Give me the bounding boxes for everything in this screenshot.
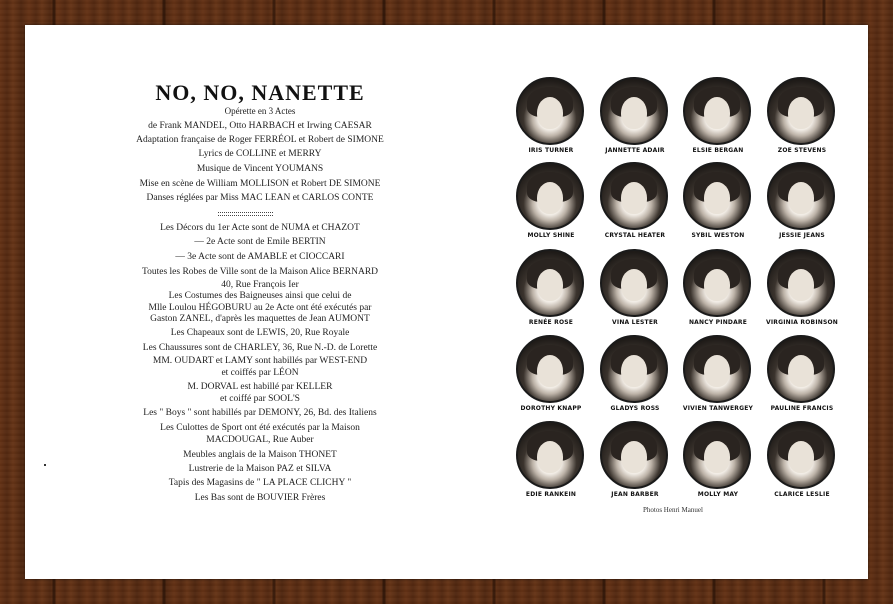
- credit-line: Tapis des Magasins de " LA PLACE CLICHY ": [168, 478, 352, 488]
- cast-name: DOROTHY KNAPP: [520, 405, 582, 412]
- cast-name: EDIE RANKEIN: [525, 491, 577, 498]
- cast-name: VIRGINIA ROBINSON: [765, 319, 839, 326]
- credit-line: Lyrics de COLLINE et MERRY: [198, 149, 322, 159]
- cast-name: RENÉE ROSE: [528, 319, 574, 326]
- show-title: NO, NO, NANETTE: [155, 80, 365, 105]
- portrait-photo: [516, 335, 584, 403]
- credit-line: et coiffé par SOOL'S: [220, 394, 300, 404]
- credits-column: [25, 25, 495, 579]
- portrait-photo: [767, 77, 835, 145]
- credit-line: Toutes les Robes de Ville sont de la Maison Alice BERNARD: [141, 267, 379, 277]
- cast-name: ELSIE BERGAN: [692, 147, 744, 154]
- credit-line: Les " Boys " sont habillés par DEMONY, 26, Bd. des Italiens: [143, 408, 377, 418]
- cast-name: GLADYS ROSS: [610, 405, 660, 412]
- portrait-photo: [516, 249, 584, 317]
- portrait-photo: [516, 77, 584, 145]
- cast-name: CRYSTAL HEATER: [604, 232, 666, 239]
- credit-line: 40, Rue François Ier: [221, 280, 299, 290]
- credit-line: Gaston ZANEL, d'après les maquettes de Jean AUMONT: [150, 314, 370, 324]
- credit-line: — 2e Acte sont de Emile BERTIN: [194, 237, 326, 247]
- cast-name: VIVIEN TANWERGEY: [682, 405, 754, 412]
- portrait-photo: [516, 162, 584, 230]
- portrait-photo: [683, 421, 751, 489]
- credit-line: Les Chapeaux sont de LEWIS, 20, Rue Royale: [170, 328, 350, 338]
- portrait-photo: [600, 421, 668, 489]
- credit-line: et coiffés par LÉON: [221, 368, 299, 378]
- credit-line: Les Culottes de Sport ont été exécutés par la Maison: [160, 423, 360, 433]
- portrait-photo: [767, 421, 835, 489]
- portrait-photo: [600, 162, 668, 230]
- cast-name: IRIS TURNER: [528, 147, 574, 154]
- credit-line: de Frank MANDEL, Otto HARBACH et Irwing CAESAR: [148, 121, 372, 131]
- ornamental-divider: [218, 212, 273, 216]
- portrait-photo: [600, 77, 668, 145]
- portrait-photo: [600, 335, 668, 403]
- credit-line: Meubles anglais de la Maison THONET: [183, 450, 337, 460]
- portrait-photo: [516, 421, 584, 489]
- portrait-photo: [683, 77, 751, 145]
- cast-name: JANNETTE ADAIR: [605, 147, 665, 154]
- credit-line: Les Décors du 1er Acte sont de NUMA et CHAZOT: [160, 223, 360, 233]
- portrait-photo: [683, 249, 751, 317]
- credit-line: Lustrerie de la Maison PAZ et SILVA: [188, 464, 332, 474]
- credit-line: Mise en scène de William MOLLISON et Robert DE SIMONE: [139, 179, 381, 189]
- cast-name: JEAN BARBER: [611, 491, 659, 498]
- cast-photo-grid: [495, 25, 868, 579]
- credit-line: M. DORVAL est habillé par KELLER: [187, 382, 333, 392]
- cast-name: CLARICE LESLIE: [774, 491, 830, 498]
- cast-name: ZOE STEVENS: [777, 147, 827, 154]
- credit-line: Les Bas sont de BOUVIER Frères: [194, 493, 326, 503]
- photo-credit: Photos Henri Manuel: [643, 506, 703, 514]
- credit-line: — 3e Acte sont de AMABLE et CIOCCARI: [175, 252, 345, 262]
- cast-name: VINA LESTER: [612, 319, 658, 326]
- credit-line: Danses réglées par Miss MAC LEAN et CARLOS CONTE: [146, 193, 374, 203]
- cast-name: SYBIL WESTON: [691, 232, 745, 239]
- portrait-photo: [600, 249, 668, 317]
- show-subtitle: Opérette en 3 Actes: [224, 106, 296, 116]
- portrait-photo: [767, 249, 835, 317]
- cast-name: MOLLY MAY: [697, 491, 739, 498]
- portrait-photo: [767, 335, 835, 403]
- portrait-photo: [683, 335, 751, 403]
- portrait-photo: [683, 162, 751, 230]
- credit-line: Les Costumes des Baigneuses ainsi que celui de: [168, 291, 352, 301]
- cast-name: JESSIE JEANS: [779, 232, 825, 239]
- program-page: [25, 25, 868, 579]
- credit-line: MM. OUDART et LAMY sont habillés par WEST-END: [152, 356, 368, 366]
- cast-name: PAULINE FRANCIS: [770, 405, 834, 412]
- credit-line: Mlle Loulou HÉGOBURU au 2e Acte ont été exécutés par: [148, 303, 372, 313]
- credit-line: MACDOUGAL, Rue Auber: [206, 435, 314, 445]
- cast-name: NANCY PINDARE: [688, 319, 748, 326]
- portrait-photo: [767, 162, 835, 230]
- credit-line: Les Chaussures sont de CHARLEY, 36, Rue N.-D. de Lorette: [142, 343, 378, 353]
- print-speck: [44, 464, 46, 466]
- credit-line: Musique de Vincent YOUMANS: [196, 164, 324, 174]
- cast-name: MOLLY SHINE: [527, 232, 575, 239]
- credit-line: Adaptation française de Roger FERRÉOL et Robert de SIMONE: [136, 135, 384, 145]
